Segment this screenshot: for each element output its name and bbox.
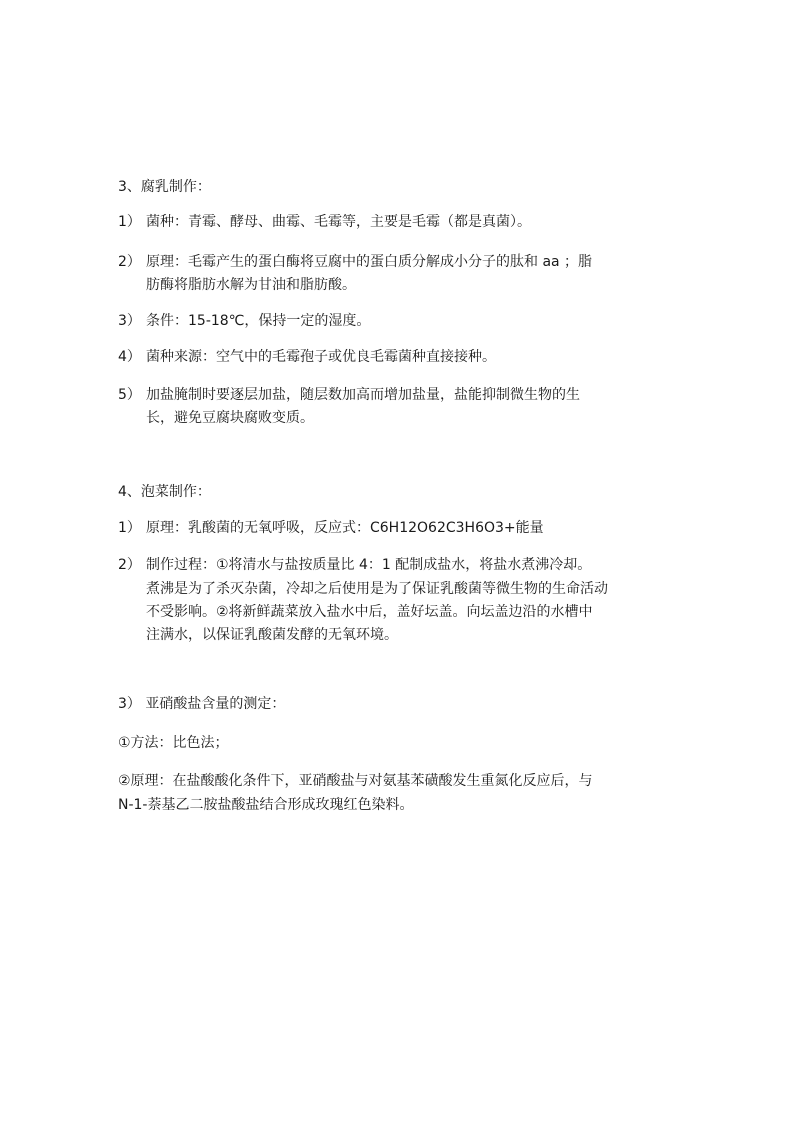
item-number: 2） — [118, 254, 141, 270]
nitrite-principle-line1: ②原理：在盐酸酸化条件下，亚硝酸盐与对氨基苯磺酸发生重氮化反应后，与 — [118, 773, 593, 789]
item-text-line1: 加盐腌制时要逐层加盐，随层数加高而增加盐量，盐能抑制微生物的生 — [146, 387, 580, 403]
section3-heading: 3、腐乳制作： — [118, 179, 211, 195]
section3-item-2-cont: 肪酶将脂肪水解为甘油和脂肪酸。 — [146, 277, 356, 293]
item-text: 菌种来源：空气中的毛霉孢子或优良毛霉菌种直接接种。 — [146, 349, 496, 365]
item-text-line1: 制作过程：①将清水与盐按质量比 4：1 配制成盐水，将盐水煮沸冷却。 — [146, 557, 592, 573]
item-text-line1: 原理：毛霉产生的蛋白酶将豆腐中的蛋白质分解成小分子的肽和 aa ；脂 — [146, 254, 593, 270]
item-number: 4） — [118, 349, 141, 365]
section3-item-2 — [118, 252, 592, 272]
section3-item-5-cont: 长，避免豆腐块腐败变质。 — [146, 410, 314, 426]
section4-item-2 — [118, 555, 591, 575]
section3-item-1 — [118, 212, 531, 232]
item-text: 原理：乳酸菌的无氧呼吸，反应式：C6H12O62C3H6O3+能量 — [146, 520, 544, 536]
nitrite-principle-line2: N-1-萘基乙二胺盐酸盐结合形成玫瑰红色染料。 — [118, 797, 414, 813]
item-number: 3） — [118, 313, 141, 329]
item-number: 5） — [118, 387, 141, 403]
section4-item-2-cont-1: 煮沸是为了杀灭杂菌，冷却之后使用是为了保证乳酸菌等微生物的生命活动 — [146, 581, 608, 597]
section3-item-4 — [118, 347, 496, 367]
item-number: 1） — [118, 214, 141, 230]
section3-item-5 — [118, 385, 580, 405]
item-number: 2） — [118, 557, 141, 573]
item-text: 条件：15-18℃，保持一定的湿度。 — [146, 313, 371, 329]
item-number: 1） — [118, 520, 141, 536]
section4-heading: 4、泡菜制作： — [118, 484, 211, 500]
item-text: 菌种：青霉、酵母、曲霉、毛霉等，主要是毛霉（都是真菌）。 — [146, 214, 531, 230]
nitrite-heading: 3） 亚硝酸盐含量的测定： — [118, 696, 286, 712]
section4-item-1 — [118, 518, 544, 538]
section4-item-2-cont-3: 注满水，以保证乳酸菌发酵的无氧环境。 — [146, 627, 398, 643]
nitrite-method: ①方法：比色法； — [118, 735, 229, 751]
section3-item-3 — [118, 311, 370, 331]
section4-item-2-cont-2: 不受影响。②将新鲜蔬菜放入盐水中后，盖好坛盖。向坛盖边沿的水槽中 — [146, 604, 593, 620]
